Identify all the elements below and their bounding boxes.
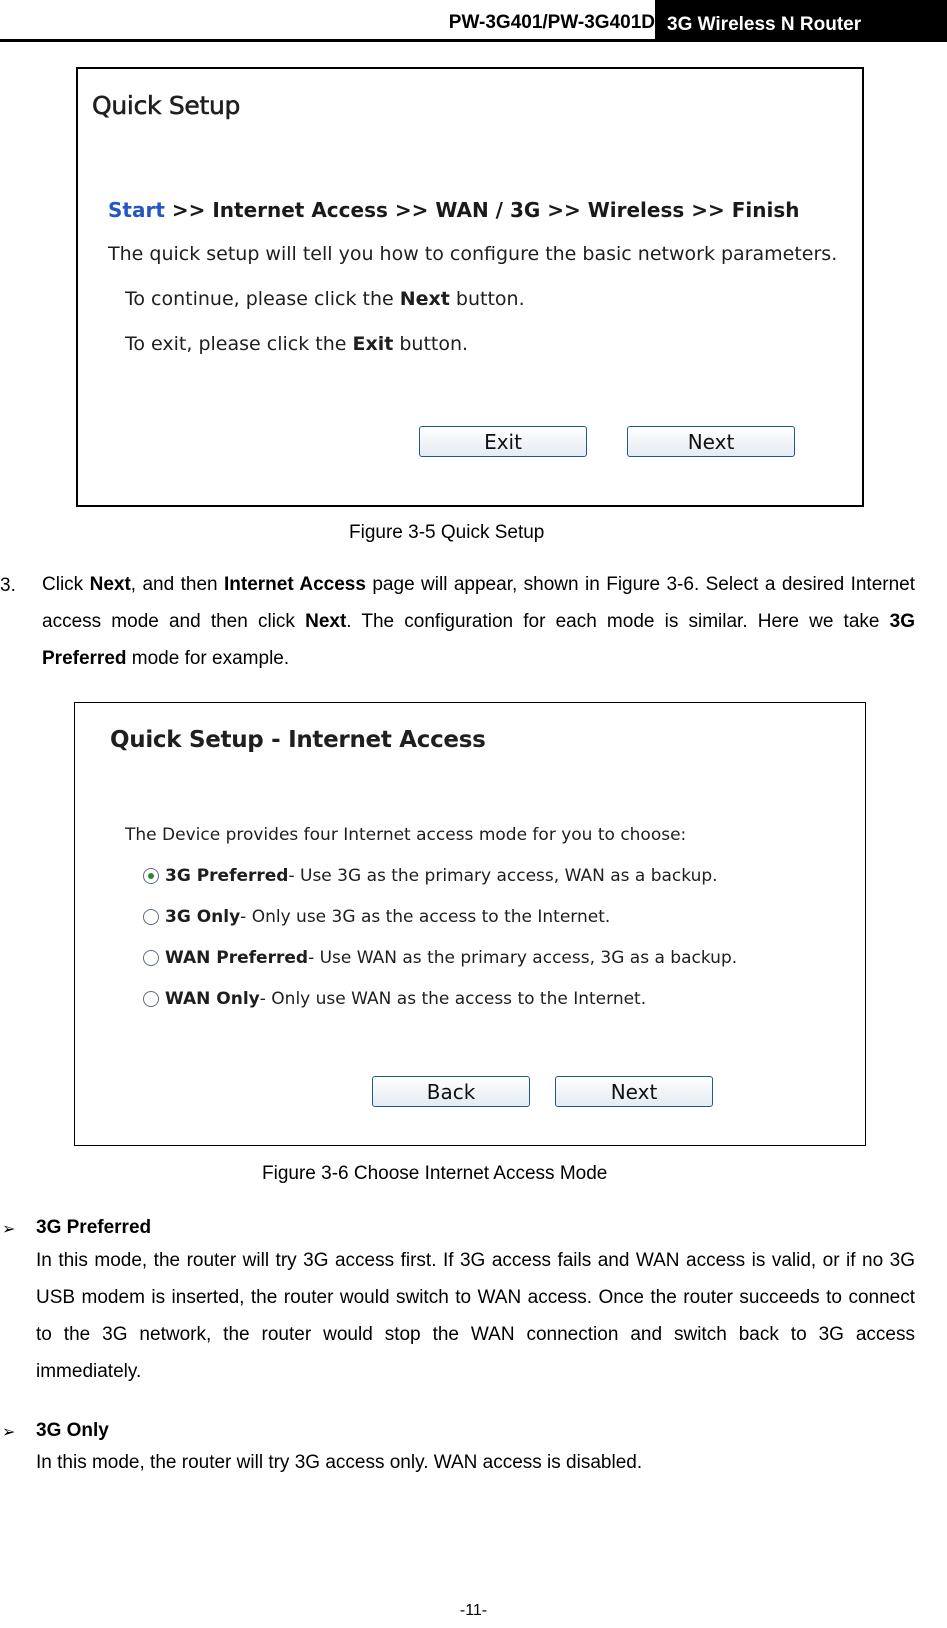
page-header [0, 0, 947, 42]
internet-access-screenshot [74, 702, 866, 1146]
exit-line: To exit, please click the Exit button. [125, 333, 469, 355]
radio-icon[interactable] [143, 991, 159, 1007]
radio-icon[interactable] [143, 909, 159, 925]
next-button[interactable]: Next [555, 1076, 713, 1107]
step-number: 3. [0, 575, 16, 596]
back-button[interactable]: Back [372, 1076, 530, 1107]
continue-line: To continue, please click the Next button. [125, 288, 525, 310]
figure-3-6-caption: Figure 3-6 Choose Internet Access Mode [262, 1163, 608, 1184]
breadcrumb [108, 198, 799, 222]
quick-setup-title: Quick Setup [92, 91, 241, 120]
figure-3-5-caption: Figure 3-5 Quick Setup [349, 522, 545, 543]
step-3-text: Click Next, and then Internet Access page will appear, shown in Figure 3-6. Select a desired Internet access mode and then click Next. The configuration for each mode is similar. Here we take 3G Preferred mode for example. [42, 574, 916, 669]
quick-setup-screenshot [76, 67, 864, 507]
header-model: PW-3G401/PW-3G401D [448, 12, 655, 33]
bullet-text-3g-preferred: In this mode, the router will try 3G access first. If 3G access fails and WAN access is valid, or if no 3G USB modem is inserted, the router would switch to WAN access. Once the router succeeds to connect to the 3G network, the router would stop the WAN connection and switch back to 3G access immediately. [36, 1250, 915, 1382]
bullet-arrow-icon: ➢ [2, 1221, 16, 1238]
header-rule [0, 39, 947, 42]
option-3g-preferred[interactable]: 3G Preferred - Use 3G as the primary access, WAN as a backup. [143, 866, 718, 886]
breadcrumb-start: Start [108, 198, 165, 222]
radio-selected-icon[interactable] [143, 868, 159, 884]
page-number: -11- [459, 1602, 488, 1619]
intro-line: The quick setup will tell you how to configure the basic network parameters. [108, 243, 838, 265]
bullet-arrow-icon: ➢ [2, 1424, 16, 1441]
option-wan-preferred[interactable]: WAN Preferred - Use WAN as the primary access, 3G as a backup. [143, 948, 737, 968]
access-mode-intro: The Device provides four Internet access mode for you to choose: [125, 825, 687, 845]
radio-icon[interactable] [143, 950, 159, 966]
bullet-text-3g-only: In this mode, the router will try 3G access only. WAN access is disabled. [36, 1452, 643, 1473]
bullet-heading-3g-preferred: 3G Preferred [36, 1217, 152, 1238]
header-product-tab: 3G Wireless N Router [655, 0, 947, 40]
next-button[interactable]: Next [627, 426, 795, 457]
option-3g-only[interactable]: 3G Only - Only use 3G as the access to the Internet. [143, 907, 610, 927]
breadcrumb-steps: >> Internet Access >> WAN / 3G >> Wireless >> Finish [164, 198, 800, 222]
bullet-heading-3g-only: 3G Only [36, 1420, 109, 1441]
exit-button[interactable]: Exit [419, 426, 587, 457]
option-wan-only[interactable]: WAN Only - Only use WAN as the access to the Internet. [143, 989, 646, 1009]
internet-access-title: Quick Setup - Internet Access [110, 727, 486, 753]
